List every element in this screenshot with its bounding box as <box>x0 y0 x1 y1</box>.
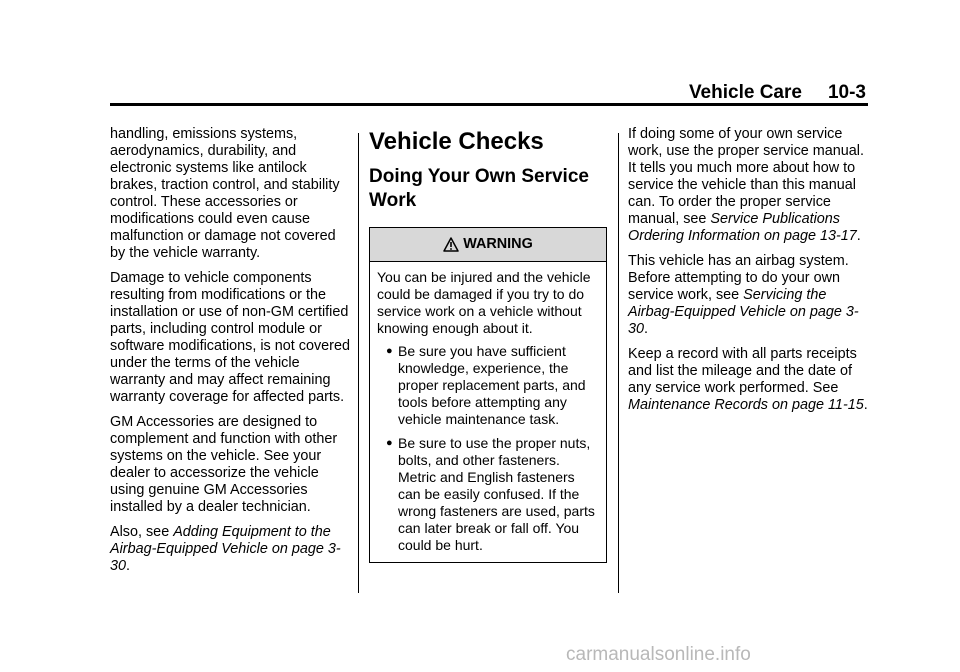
list-item-text: Be sure to use the proper nuts, bolts, and other fasteners. Metric and English fasteners can be easily confused. If the wrong fasteners are used, parts can later break or fall off. You could be hurt. <box>398 435 595 553</box>
warning-title: WARNING <box>463 236 533 252</box>
header-rule <box>110 103 868 106</box>
section-heading: Vehicle Checks <box>369 128 544 155</box>
column-3 <box>628 126 868 422</box>
column-2 <box>369 127 609 563</box>
paragraph <box>628 346 868 414</box>
paragraph <box>628 253 868 338</box>
paragraph-text: Keep a record with all parts receipts and list the mileage and the date of any service work performed. See <box>628 346 857 396</box>
cross-reference-link[interactable]: Maintenance Records on page 11-15 <box>628 397 864 413</box>
paragraph: handling, emissions systems, aerodynamics, durability, and electronic systems like antilock brakes, traction control, and stability control. These accessories or modifications could even cause malfunction or damage not covered by the vehicle warranty. <box>110 126 340 261</box>
bullet-icon: ● <box>386 437 393 449</box>
subsection-heading: Doing Your Own Service Work <box>369 166 589 211</box>
cross-reference-link[interactable]: Servicing the Airbag-Equipped Vehicle on page 3-30 <box>628 287 859 337</box>
paragraph-text: This vehicle has an airbag system. Before attempting to do your own service work, see <box>628 253 849 303</box>
page-header <box>689 82 866 104</box>
page-number: 10-3 <box>827 82 866 103</box>
list-item <box>377 435 600 554</box>
warning-body <box>370 262 606 562</box>
watermark: carmanualsonline.info <box>566 644 751 665</box>
list-item-text: Be sure you have sufficient knowledge, experience, the proper replacement parts, and tools before attempting any vehicle maintenance task. <box>398 343 586 427</box>
warning-list <box>377 343 600 554</box>
bullet-icon: ● <box>386 345 393 357</box>
paragraph <box>628 126 868 245</box>
warning-intro: You can be injured and the vehicle could be damaged if you try to do service work on a vehicle without knowing enough about it. <box>377 269 591 336</box>
cross-reference-link[interactable]: Adding Equipment to the Airbag-Equipped Vehicle on page 3-30 <box>110 524 341 574</box>
paragraph-text: . <box>126 558 131 574</box>
paragraph-text: Also, see <box>110 524 174 540</box>
column-1 <box>110 126 350 583</box>
paragraph-text: . <box>644 321 649 337</box>
cross-reference-link[interactable]: Service Publications Ordering Information on page 13-17 <box>628 211 857 244</box>
paragraph-text: If doing some of your own service work, use the proper service manual. It tells you much more about how to service the vehicle than this manual can. To order the proper service manual, see <box>628 126 864 227</box>
paragraph <box>110 524 350 575</box>
warning-triangle-icon <box>443 237 459 252</box>
paragraph: GM Accessories are designed to complement and function with other systems on the vehicle. See your dealer to accessorize the vehicle using genuine GM Accessories installed by a dealer technician. <box>110 414 338 515</box>
paragraph-text: . <box>863 397 868 413</box>
paragraph: Damage to vehicle components resulting from modifications or the installation or use of non-GM certified parts, including control module or software modifications, is not covered under the terms of the vehicle warranty and may affect remaining warranty coverage for affected parts. <box>110 270 350 405</box>
warning-header <box>370 228 606 262</box>
paragraph-text: . <box>856 228 861 244</box>
list-item <box>377 343 600 428</box>
column-divider-left <box>358 133 359 593</box>
warning-box <box>369 227 607 563</box>
section-title: Vehicle Care <box>688 82 802 103</box>
column-divider-right <box>618 133 619 593</box>
